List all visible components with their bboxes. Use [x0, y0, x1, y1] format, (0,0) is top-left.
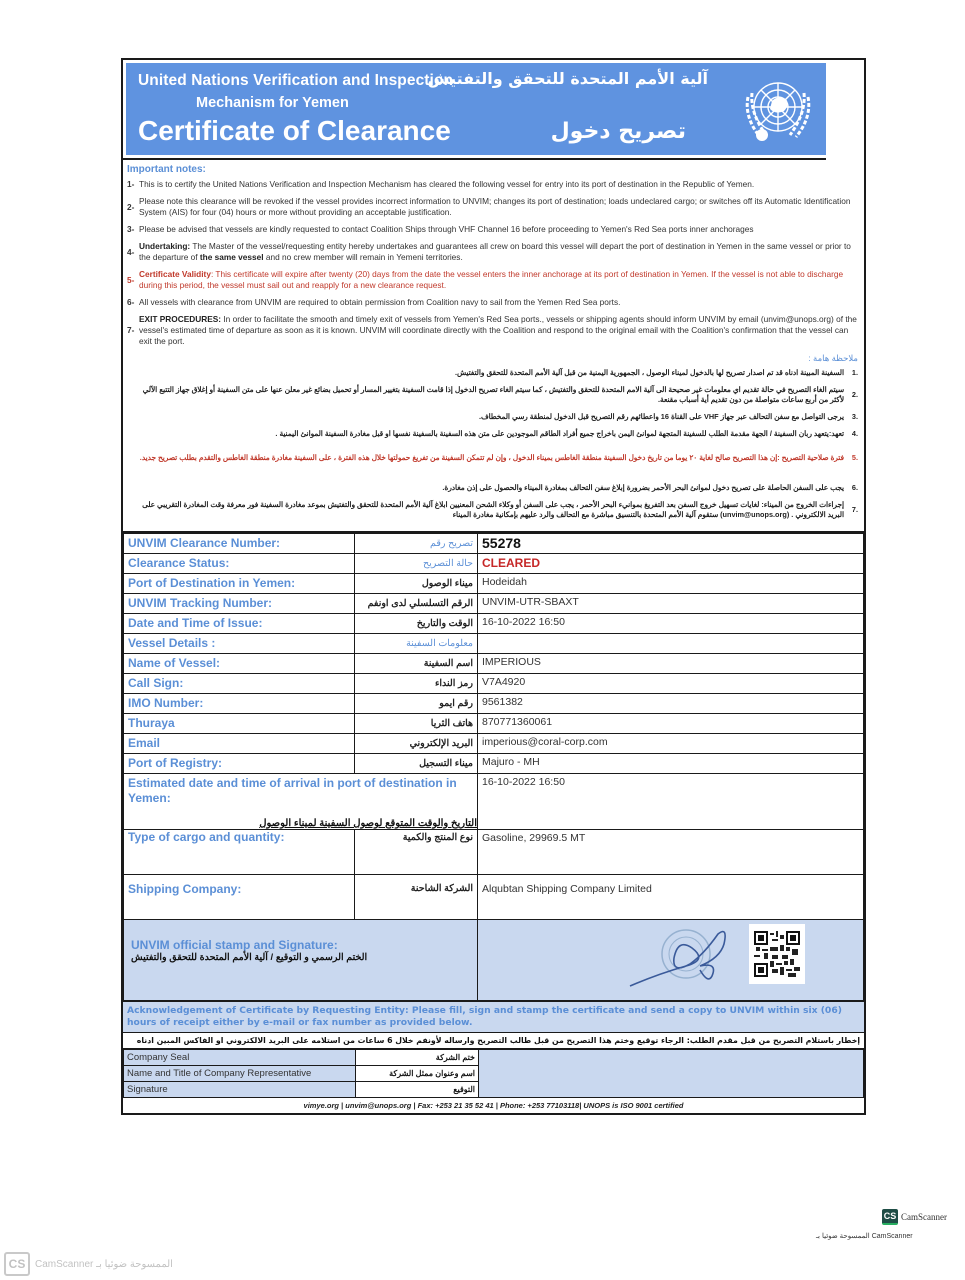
eta-label-ar: التاريخ والوقت المتوقع لوصول السفينة لميناء الوصول — [259, 818, 477, 829]
acknowledgement-text-ar: إخطار باستلام التصريح من قبل مقدم الطلب: الرجاء توقيع وختم هذا التصريح من قبل طالب التصريح وارساله لأونفم خلال 6 ساعات من استلامه على البريد الالكتروني او الفاكس المبين ادناه — [123, 1032, 864, 1049]
issue-datetime-value: 16-10-2022 16:50 — [478, 614, 864, 634]
issue-datetime-label: Date and Time of Issue: — [124, 614, 355, 634]
note-item: 6- All vessels with clearance from UNVIM are required to obtain permission from Coalition navy to sail from the Yemen Red Sea ports. — [127, 297, 621, 307]
shipping-company-label: Shipping Company: — [124, 875, 355, 920]
eta-label: Estimated date and time of arrival in port of destination in Yemen: — [128, 776, 457, 805]
call-sign-label-ar: رمز النداء — [355, 674, 478, 694]
note-item-ar: .6 يجب على السفن الحاصلة على تصريح دخول لموانئ البحر الأحمر بضرورة إبلاغ سفن التحالف بمغادرة الميناء والحصول على إذن مغادرة. — [442, 483, 858, 492]
table-row — [124, 574, 864, 594]
header-banner — [126, 63, 826, 155]
table-row — [124, 534, 864, 554]
cargo-value: Gasoline, 29969.5 MT — [478, 830, 864, 875]
org-name-en-line2: Mechanism for Yemen — [196, 95, 349, 111]
stamp-row — [124, 920, 864, 1001]
table-row — [124, 875, 864, 920]
table-row — [124, 614, 864, 634]
call-sign-label: Call Sign: — [124, 674, 355, 694]
table-row — [124, 654, 864, 674]
company-seal-label-ar: ختم الشركة — [356, 1050, 479, 1066]
certificate-title-ar: تصريح دخول — [550, 119, 686, 144]
stamp-signature-cell — [478, 920, 864, 1001]
stamp-label-ar: الختم الرسمي و التوقيع / آلية الأمم المتحدة للتحقق والتفتيش — [131, 952, 368, 963]
table-row — [124, 634, 864, 654]
notes-title-ar: ملاحظة هامة : — [808, 353, 858, 363]
representative-label-ar: اسم وعنوان ممثل الشركة — [356, 1066, 479, 1082]
note-item: 7- EXIT PROCEDURES: In order to facilitate the smooth and timely exit of vessels from Yemen's Red Sea ports., vessels or shipping agents should inform UNVIM by email (unvim@unops.org) of the vessel's estimated time of departure as soon as it is known. UNVIM will coordinate directly with the Coalition and respond to the original email with the Coalition's confirmation that the vessel can exit the port. — [127, 314, 857, 346]
imo-number-label: IMO Number: — [124, 694, 355, 714]
note-item-ar: .2 سيتم الغاء التصريح في حالة تقديم اي معلومات غير صحيحة الى آلية الامم المتحدة للتحقق والتفتيش ، كما سيتم الغاء تصريح الدخول إذا قامت السفينة بتغيير المسار أو تحميل بضائع غير معلن عنها على متن السفينة أو إغلاق جهاز التتبع الآلي لأكثر من أربع ساعات متواصلة من دون تقديم أية أسباب مقنعة. — [142, 385, 858, 404]
clearance-number-value: 55278 — [478, 534, 864, 554]
acknowledgement-text: Acknowledgement of Certificate by Requesting Entity: Please fill, sign and stamp the certificate and send a copy to UNVIM within six (06) hours of receipt either by e-mail or fax number as provided below. — [123, 1001, 864, 1032]
vessel-name-value: IMPERIOUS — [478, 654, 864, 674]
company-seal-label: Company Seal — [124, 1050, 356, 1066]
table-row — [124, 714, 864, 734]
camscanner-caption: الممسوحة ضوئيا بـ CamScanner — [816, 1233, 913, 1240]
note-item: 2- Please note this clearance will be revoked if the vessel provides incorrect information to UNVIM; changes its port of destination; loads undeclared cargo; or switches off its Automatic Identification System (AIS) for four (04) hours or more without providing an acceptable justification. — [127, 196, 851, 217]
email-value: imperious@coral-corp.com — [478, 734, 864, 754]
acknowledgement-table — [123, 1049, 864, 1098]
imo-number-label-ar: رقم ايمو — [355, 694, 478, 714]
vessel-details-value — [478, 634, 864, 654]
thuraya-label: Thuraya — [124, 714, 355, 734]
stamp-label: UNVIM official stamp and Signature: — [131, 938, 338, 952]
table-row — [124, 734, 864, 754]
note-item-ar-validity: .5 فترة صلاحية التصريح :إن هذا التصريح صالح لغاية ٢٠ يوما من تاريخ دخول السفينة منطقة الغاطس بميناء الدخول ، وإن لم تتمكن السفينة من تفريغ حمولتها خلال هذه الفترة ، على السفينة مغادرة منطقة الغاطس والتقدم بطلب تصريح جديد. — [139, 453, 858, 462]
thuraya-value: 870771360061 — [478, 714, 864, 734]
contact-footer: vimye.org | unvim@unops.org | Fax: +253 21 35 52 41 | Phone: +253 77103118| UNOPS is ISO 9001 certified — [303, 1101, 684, 1110]
signature-label-ar: التوقيع — [356, 1082, 479, 1098]
representative-label: Name and Title of Company Representative — [124, 1066, 356, 1082]
port-registry-label-ar: ميناء التسجيل — [355, 754, 478, 774]
cargo-label-ar: نوع المنتج والكمية — [355, 830, 478, 875]
shipping-company-value: Alqubtan Shipping Company Limited — [478, 875, 864, 920]
camscanner-logo-icon: CS — [882, 1209, 898, 1225]
certificate-document — [121, 58, 866, 1115]
clearance-status-badge: CLEARED — [478, 554, 864, 574]
vessel-name-label: Name of Vessel: — [124, 654, 355, 674]
note-item: 1- This is to certify the United Nations Verification and Inspection Mechanism has cleared the following vessel for entry into its port of destination in the Republic of Yemen. — [127, 179, 755, 189]
table-row — [124, 1050, 864, 1066]
tracking-number-label-ar: الرقم التسلسلي لدى اونفم — [355, 594, 478, 614]
tracking-number-value: UNVIM-UTR-SBAXT — [478, 594, 864, 614]
tracking-number-label: UNVIM Tracking Number: — [124, 594, 355, 614]
port-registry-label: Port of Registry: — [124, 754, 355, 774]
cargo-label: Type of cargo and quantity: — [124, 830, 355, 875]
certificate-header — [123, 63, 864, 160]
org-name-ar: آلية الأمم المتحدة للتحقق والتفتيش — [427, 69, 708, 88]
camscanner-watermark — [882, 1209, 947, 1225]
email-label-ar: البريد الإلكتروني — [355, 734, 478, 754]
port-destination-value: Hodeidah — [478, 574, 864, 594]
clearance-details-table — [123, 533, 864, 1001]
note-item-ar: .3 يرجى التواصل مع سفن التحالف عبر جهاز VHF على القناة 16 واعطائهم رقم التصريح قبل الدخول لمنطقة رسي المخطاف. — [478, 412, 858, 421]
issue-datetime-label-ar: الوقت والتاريخ — [355, 614, 478, 634]
stamp-label-cell — [124, 920, 478, 1001]
table-row — [124, 554, 864, 574]
vessel-details-label: Vessel Details : — [124, 634, 355, 654]
note-item-ar: .7 إجراءات الخروج من الميناء: لغايات تسهيل خروج السفن بعد التفريغ بموانيء البحر الأحمر ، يجب على السفن أو وكلاء الشحن المعنيين ابلاغ آلية الأمم المتحدة للتحقق والتفتيش بموعد مغادرة السفينة فور معرفة وقت المغادرة التقريبي على البريد الالكتروني . (unvim@unops.org) ستقوم آلية الأمم المتحدة بالتنسيق مباشرة مع التحالف والرد عليهم بإمكانية مغادرة الميناء — [142, 500, 858, 519]
camscanner-watermark-left — [4, 1252, 173, 1276]
thuraya-label-ar: هاتف الثريا — [355, 714, 478, 734]
camscanner-logo-icon: CS — [4, 1252, 30, 1276]
port-registry-value: Majuro - MH — [478, 754, 864, 774]
table-row — [124, 754, 864, 774]
note-item: 4- Undertaking: The Master of the vessel/requesting entity hereby undertakes and guarantees all crew on board this vessel will depart the port of destination in Yemen in the same vessel or prior to the departure of the same vessel and no crew member will remain in Yemeni territories. — [127, 241, 851, 262]
call-sign-value: V7A4920 — [478, 674, 864, 694]
table-row — [124, 774, 864, 830]
important-notes — [123, 160, 864, 533]
camscanner-name: CamScanner — [901, 1212, 947, 1222]
table-row — [124, 830, 864, 875]
eta-value: 16-10-2022 16:50 — [478, 774, 864, 830]
un-emblem-icon — [736, 67, 820, 151]
clearance-status-label-ar: حالة التصريح — [355, 554, 478, 574]
table-row — [124, 694, 864, 714]
table-row — [124, 594, 864, 614]
table-row — [124, 674, 864, 694]
note-item-ar: .4 تعهد:يتعهد ربان السفينة / الجهة مقدمة الطلب للسفينة المتجهة لموانئ اليمن باخراج جميع أفراد الطاقم الموجودين على متن هذه السفينة بالسفينة نفسها او قبل مغادرة السفينة الموانئ اليمنية . — [275, 429, 858, 438]
shipping-company-label-ar: الشركة الشاحنة — [355, 875, 478, 920]
note-item-ar: .1 السفينة المبينة ادناه قد تم اصدار تصريح لها بالدخول لميناء الوصول ، الجمهورية اليمنية من قبل آلية الأمم المتحدة للتحقق والتفتيش. — [455, 368, 858, 377]
email-label: Email — [124, 734, 355, 754]
port-destination-label-ar: ميناء الوصول — [355, 574, 478, 594]
org-name-en-line1: United Nations Verification and Inspection — [138, 72, 454, 89]
vessel-name-label-ar: اسم السفينة — [355, 654, 478, 674]
camscanner-caption-left: CamScanner الممسوحة ضوئيا بـ — [35, 1258, 173, 1270]
qr-code-icon — [749, 924, 805, 984]
notes-title: Important notes: — [127, 164, 206, 175]
official-stamp-signature-icon — [628, 924, 748, 996]
note-item: 3- Please be advised that vessels are kindly requested to contact Coalition Ships through VHF Channel 16 before proceeding to Yemen's Red Sea ports inner anchorages — [127, 224, 754, 234]
imo-number-value: 9561382 — [478, 694, 864, 714]
clearance-status-label: Clearance Status: — [124, 554, 355, 574]
certificate-title-en: Certificate of Clearance — [138, 115, 451, 146]
signature-label: Signature — [124, 1082, 356, 1098]
acknowledgement-fill-area[interactable] — [479, 1050, 864, 1098]
clearance-number-label: UNVIM Clearance Number: — [124, 534, 355, 554]
note-item-validity: 5- Certificate Validity: This certificate will expire after twenty (20) days from the date the vessel enters the inner anchorage at its port of destination in Yemen. If the vessel is not able to discharge during this period, the vessel must sail out and reapply for a new clearance request. — [127, 269, 844, 290]
vessel-details-label-ar: معلومات السفينة — [355, 634, 478, 654]
port-destination-label: Port of Destination in Yemen: — [124, 574, 355, 594]
clearance-number-label-ar: تصريح رقم — [355, 534, 478, 554]
eta-label-cell — [124, 774, 478, 830]
